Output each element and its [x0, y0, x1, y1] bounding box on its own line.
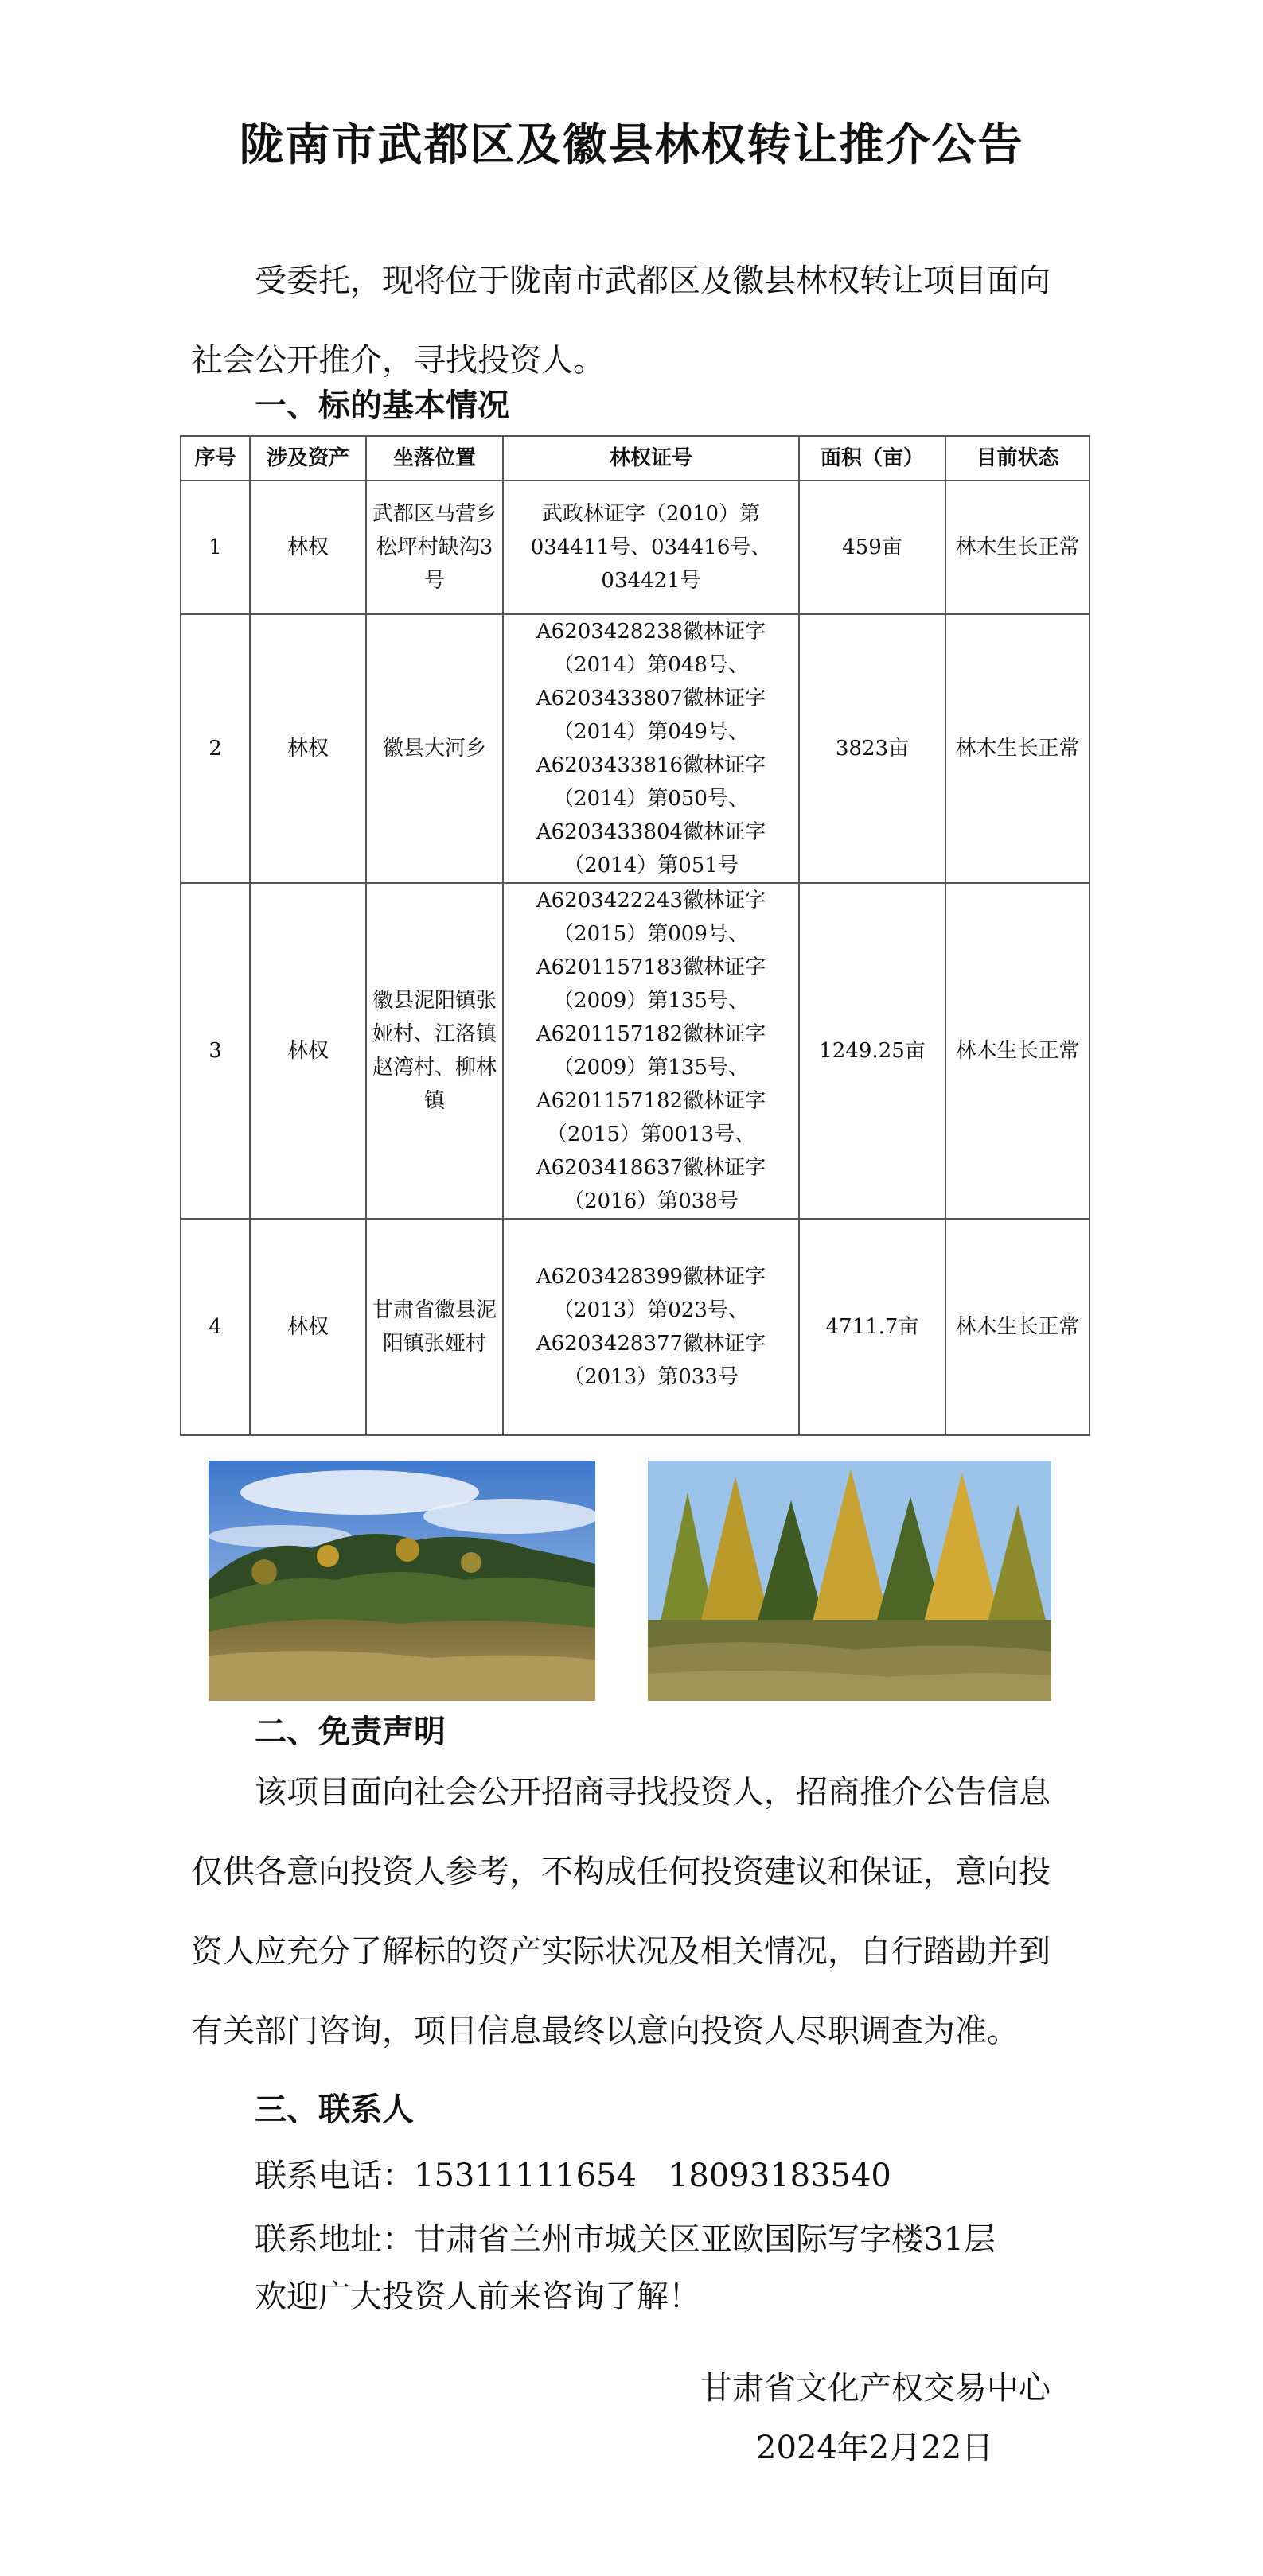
- table-header-row: [181, 436, 1090, 481]
- cell-asset: 林权: [250, 481, 366, 614]
- cell-area: 3823亩: [799, 614, 945, 883]
- cell-status: 林木生长正常: [945, 614, 1090, 883]
- col-header-location: 坐落位置: [366, 436, 503, 481]
- cell-cert: A6203428399徽林证字（2013）第023号、A6203428377徽林证字（2013）第033号: [503, 1219, 799, 1435]
- contact-address: 联系地址：甘肃省兰州市城关区亚欧国际写字楼31层: [255, 2221, 996, 2258]
- contact-phone: 联系电话：15311111654 18093183540: [255, 2158, 891, 2194]
- section-heading-contact: 三、联系人: [255, 2092, 414, 2128]
- disclaimer-paragraph: [191, 1753, 1074, 2071]
- cell-asset: 林权: [250, 883, 366, 1219]
- cell-cert: 武政林证字（2010）第034411号、034416号、034421号: [503, 481, 799, 614]
- cell-status: 林木生长正常: [945, 883, 1090, 1219]
- table-row: [181, 481, 1090, 614]
- cell-cert: A6203428238徽林证字（2014）第048号、A6203433807徽林证字（2014）第049号、A6203433816徽林证字（2014）第050号、A6203433804徽林证字（2014）第051号: [503, 614, 799, 883]
- signature-date: 2024年2月22日: [756, 2430, 994, 2466]
- col-header-no: 序号: [181, 436, 250, 481]
- cell-status: 林木生长正常: [945, 481, 1090, 614]
- section-heading-basic-info: 一、标的基本情况: [255, 387, 509, 424]
- signature-org: 甘肃省文化产权交易中心: [700, 2370, 1051, 2407]
- intro-text: 受委托，现将位于陇南市武都区及徽县林权转让项目面向社会公开推介，寻找投资人。: [191, 263, 1051, 379]
- page-title: 陇南市武都区及徽县林权转让推介公告: [239, 119, 1024, 171]
- cell-area: 1249.25亩: [799, 883, 945, 1219]
- welcome-text: 欢迎广大投资人前来咨询了解！: [255, 2278, 700, 2315]
- cell-cert: A6203422243徽林证字（2015）第009号、A6201157183徽林证字（2009）第135号、A6201157182徽林证字（2009）第135号、A6201157182徽林证字（2015）第0013号、A6203418637徽林证字（2016）第038号: [503, 883, 799, 1219]
- intro-paragraph: [191, 241, 1074, 400]
- cell-location: 徽县大河乡: [366, 614, 503, 883]
- cell-area: 4711.7亩: [799, 1219, 945, 1435]
- cell-asset: 林权: [250, 1219, 366, 1435]
- cell-asset: 林权: [250, 614, 366, 883]
- col-header-asset: 涉及资产: [250, 436, 366, 481]
- cell-location: 武都区马营乡松坪村缺沟3号: [366, 481, 503, 614]
- table-row: [181, 614, 1090, 883]
- cell-no: 3: [181, 883, 250, 1219]
- section-heading-disclaimer: 二、免责声明: [255, 1714, 446, 1750]
- cell-location: 徽县泥阳镇张娅村、江洛镇赵湾村、柳林镇: [366, 883, 503, 1219]
- col-header-area: 面积（亩）: [799, 436, 945, 481]
- col-header-cert: 林权证号: [503, 436, 799, 481]
- table-row: [181, 1219, 1090, 1435]
- cell-no: 2: [181, 614, 250, 883]
- forest-photo-hillside: [209, 1461, 595, 1701]
- col-header-status: 目前状态: [945, 436, 1090, 481]
- cell-no: 1: [181, 481, 250, 614]
- cell-area: 459亩: [799, 481, 945, 614]
- disclaimer-text: 该项目面向社会公开招商寻找投资人，招商推介公告信息仅供各意向投资人参考，不构成任何投资建议和保证，意向投资人应充分了解标的资产实际状况及相关情况，自行踏勘并到有关部门咨询，项目信息最终以意向投资人尽职调查为准。: [191, 1774, 1051, 2049]
- cell-status: 林木生长正常: [945, 1219, 1090, 1435]
- cell-location: 甘肃省徽县泥阳镇张娅村: [366, 1219, 503, 1435]
- table-row: [181, 883, 1090, 1219]
- cell-no: 4: [181, 1219, 250, 1435]
- forest-photo-autumn-larch: [648, 1461, 1051, 1701]
- asset-table: [180, 435, 1090, 1436]
